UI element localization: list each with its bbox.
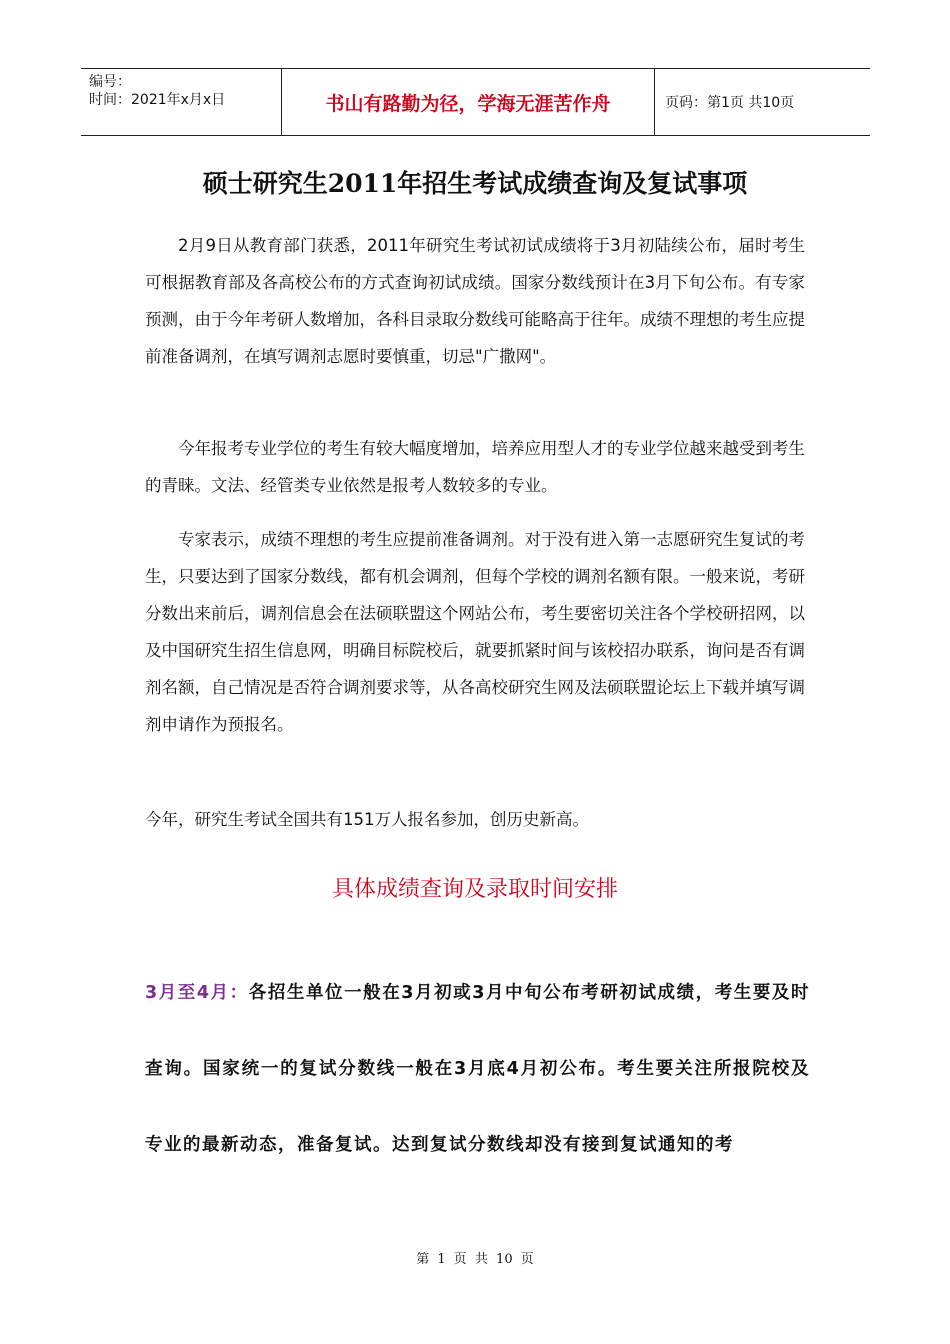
- schedule-period-label: 3月至4月：: [145, 983, 249, 1003]
- header-page-label: 页码：第1页 共10页: [665, 95, 795, 111]
- schedule-block: [145, 955, 810, 1183]
- schedule-text: 各招生单位一般在3月初或3月中旬公布考研初试成绩，考生要及时查询。国家统一的复试分数线一般在3月底4月初公布。考生要关注所报院校及专业的最新动态，准备复试。达到复试分数线却没有接到复试通知的考: [145, 983, 810, 1155]
- section-subheading: 具体成绩查询及录取时间安排: [331, 877, 618, 902]
- header-motto: 书山有路勤为径，学海无涯苦作舟: [281, 69, 655, 135]
- document-number-label: 编号：: [89, 74, 131, 90]
- page-footer: 第 1 页 共 10 页: [416, 1252, 534, 1267]
- paragraph-1: 2月9日从教育部门获悉，2011年研究生考试初试成绩将于3月初陆续公布，届时考生可根据教育部及各高校公布的方式查询初试成绩。国家分数线预计在3月下旬公布。有专家预测，由于今年考研人数增加，各科目录取分数线可能略高于往年。成绩不理想的考生应提前准备调剂，在填写调剂志愿时要慎重，切忌"广撒网"。: [145, 236, 805, 366]
- paragraph-3: 专家表示，成绩不理想的考生应提前准备调剂。对于没有进入第一志愿研究生复试的考生，只要达到了国家分数线，都有机会调剂，但每个学校的调剂名额有限。一般来说，考研分数出来前后，调剂信息会在法硕联盟这个网站公布，考生要密切关注各个学校研招网，以及中国研究生招生信息网，明确目标院校后，就要抓紧时间与该校招办联系，询问是否有调剂名额，自己情况是否符合调剂要求等，从各高校研究生网及法硕联盟论坛上下载并填写调剂申请作为预报名。: [145, 530, 805, 734]
- document-date-label: 时间：2021年x月x日: [89, 92, 226, 108]
- page-header: [81, 68, 870, 136]
- paragraph-4: 今年，研究生考试全国共有151万人报名参加，创历史新高。: [145, 810, 589, 829]
- paragraph-2: 今年报考专业学位的考生有较大幅度增加，培养应用型人才的专业学位越来越受到考生的青睐。文法、经管类专业依然是报考人数较多的专业。: [145, 439, 805, 495]
- document-title: 硕士研究生2011年招生考试成绩查询及复试事项: [202, 169, 748, 198]
- header-meta: [81, 69, 281, 135]
